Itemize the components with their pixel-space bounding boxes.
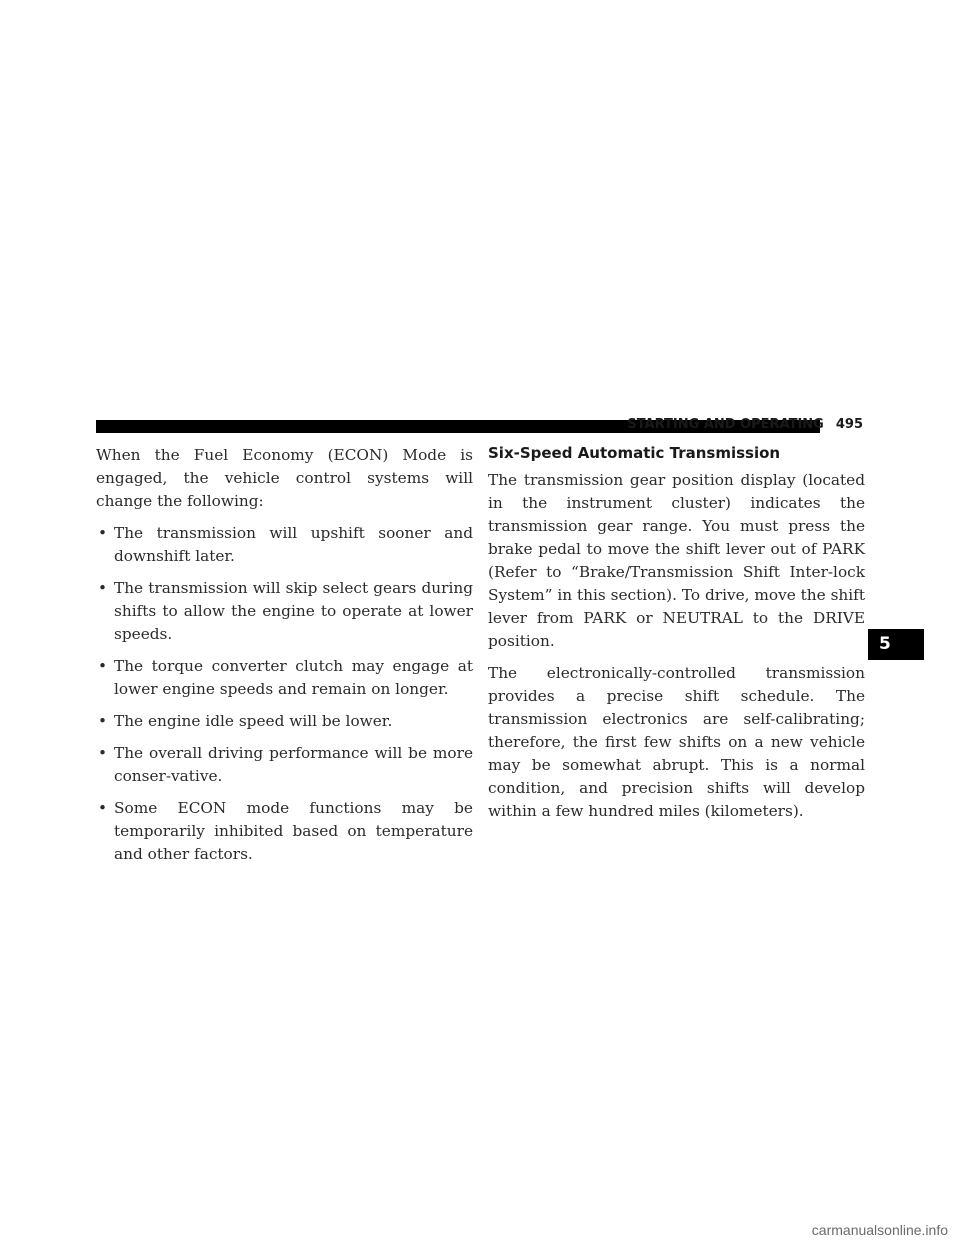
- list-item: [96, 522, 473, 568]
- watermark: carmanualsonline.info: [811, 1222, 948, 1238]
- list-item-text: The torque converter clutch may engage at lower engine speeds and remain on longer.: [114, 657, 473, 698]
- header-section-title: STARTING AND OPERATING: [627, 417, 824, 432]
- page-number: 495: [835, 417, 863, 432]
- body-paragraph: The transmission gear position display (located in the instrument cluster) indicates the transmission gear range. You must press the brake pedal to move the shift lever out of PARK (Refer to “Brake/Transmission Shift Inter-lock System” in this section). To drive, move the shift lever from PARK or NEUTRAL to the DRIVE position.: [488, 471, 865, 650]
- section-heading: Six-Speed Automatic Transmission: [488, 444, 781, 462]
- list-item: [96, 710, 473, 733]
- list-item: [96, 742, 473, 788]
- list-item-text: The overall driving performance will be more conser-vative.: [114, 744, 473, 785]
- list-item-text: Some ECON mode functions may be temporarily inhibited based on temperature and other factors.: [114, 799, 473, 863]
- bullet-icon: •: [98, 657, 108, 675]
- list-item: [96, 797, 473, 866]
- bullet-icon: •: [98, 524, 108, 542]
- list-item-text: The engine idle speed will be lower.: [114, 712, 393, 730]
- list-item: [96, 655, 473, 701]
- bullet-icon: •: [98, 712, 108, 730]
- list-item-text: The transmission will upshift sooner and downshift later.: [114, 524, 473, 565]
- bullet-icon: •: [98, 744, 108, 762]
- list-item: [96, 577, 473, 646]
- list-item-text: The transmission will skip select gears during shifts to allow the engine to operate at lower speeds.: [114, 579, 473, 643]
- left-column: [96, 444, 473, 875]
- chapter-tab: 5: [868, 629, 924, 660]
- body-paragraph: The electronically-controlled transmission provides a precise shift schedule. The transmission electronics are self-calibrating; therefore, the first few shifts on a new vehicle may be somewhat abrupt. This is a normal condition, and precision shifts will develop within a few hundred miles (kilometers).: [488, 664, 865, 820]
- running-header: [627, 417, 863, 432]
- right-column: [488, 444, 865, 832]
- econ-effects-list: [96, 522, 473, 866]
- intro-paragraph: When the Fuel Economy (ECON) Mode is engaged, the vehicle control systems will change the following:: [96, 446, 473, 510]
- bullet-icon: •: [98, 799, 108, 817]
- bullet-icon: •: [98, 579, 108, 597]
